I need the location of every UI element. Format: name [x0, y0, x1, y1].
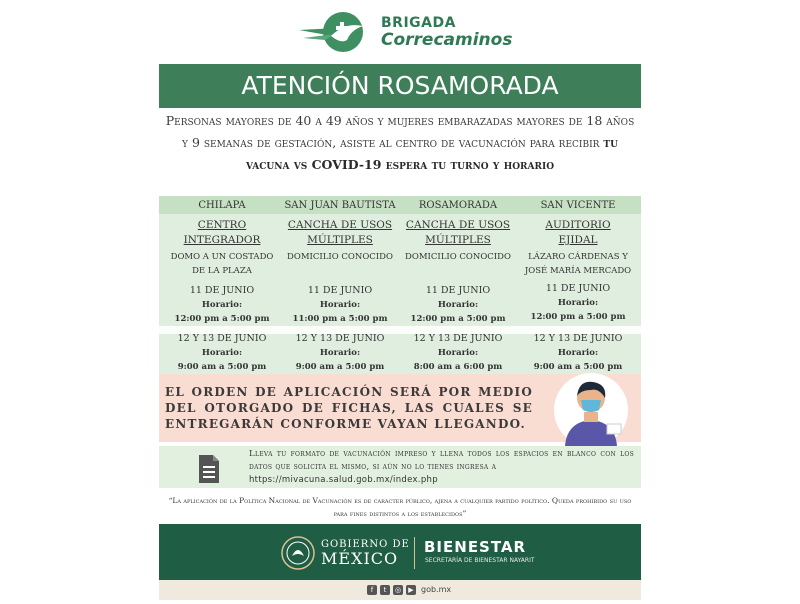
footer-logos	[159, 524, 641, 580]
slot-date: 12 Y 13 DE JUNIO	[295, 333, 385, 344]
location-venue: CENTRO INTEGRADOR	[183, 219, 261, 246]
slot-time: 11:00 pm a 5:00 pm	[292, 314, 388, 324]
slot-date: 11 DE JUNIO	[425, 285, 491, 296]
slot-label: Horario:	[437, 300, 479, 310]
slot-label: Horario:	[319, 348, 361, 358]
location-name: CHILAPA	[198, 200, 246, 211]
slot-date: 11 DE JUNIO	[189, 285, 255, 296]
schedule-slot-2	[165, 332, 279, 374]
location-venue: AUDITORIO EJIDAL	[545, 219, 611, 246]
schedule-slot-1	[521, 282, 635, 324]
slot-label: Horario:	[201, 300, 243, 310]
location-rosamorada	[401, 196, 515, 264]
slot-time: 12:00 pm a 5:00 pm	[410, 314, 506, 324]
schedule-slot-1	[283, 284, 397, 326]
schedule-grid	[159, 196, 641, 374]
slot-date: 12 Y 13 DE JUNIO	[533, 333, 623, 344]
slot-time: 9:00 am a 5:00 pm	[533, 362, 623, 372]
location-venue: CANCHA DE USOS MÚLTIPLES	[287, 219, 393, 246]
social-bar	[159, 580, 641, 600]
mexico-seal-icon	[281, 536, 315, 570]
format-instructions	[159, 446, 641, 488]
page-title: ATENCIÓN ROSAMORADA	[159, 64, 641, 108]
location-san-vicente	[521, 196, 635, 278]
location-name: SAN JUAN BAUTISTA	[284, 200, 396, 211]
slot-date: 12 Y 13 DE JUNIO	[413, 333, 503, 344]
slot-time: 12:00 pm a 5:00 pm	[530, 312, 626, 322]
schedule-slot-2	[283, 332, 397, 374]
schedule-slot-1	[165, 284, 279, 326]
site-link[interactable]: gob.mx	[421, 585, 452, 594]
brand-name-line1: BRIGADA	[381, 15, 456, 31]
slot-time: 9:00 am a 5:00 pm	[177, 362, 267, 372]
slot-label: Horario:	[557, 348, 599, 358]
notice-text: EL ORDEN DE APLICACIÓN SERÁ POR MEDIO DEL OTORGADO DE FICHAS, LAS CUALES SE ENTREGARÁN CONFORME VAYAN LLEGANDO.	[165, 385, 533, 431]
masked-person-icon	[551, 372, 631, 448]
youtube-icon[interactable]: ▶	[406, 585, 416, 595]
instagram-icon[interactable]: ◎	[394, 586, 402, 594]
logo-separator	[414, 537, 415, 569]
location-name: ROSAMORADA	[418, 200, 498, 211]
slot-date: 11 DE JUNIO	[307, 285, 373, 296]
location-address: DOMICILIO CONOCIDO	[405, 252, 511, 262]
vaccine-registration-link[interactable]: https://mivacuna.salud.gob.mx/index.php	[249, 475, 438, 485]
schedule-slot-1	[401, 284, 515, 326]
location-address: DOMO A UN COSTADO DE LA PLAZA	[170, 252, 274, 276]
brand-name-line2: Correcaminos	[381, 30, 513, 50]
slot-label: Horario:	[557, 298, 599, 308]
slot-label: Horario:	[319, 300, 361, 310]
location-chilapa	[165, 196, 279, 278]
slot-date: 11 DE JUNIO	[545, 283, 611, 294]
twitter-icon[interactable]: t	[380, 585, 390, 595]
slot-time: 8:00 am a 6:00 pm	[413, 362, 503, 372]
social-icons	[367, 585, 419, 604]
format-instructions-text: Lleva tu formato de vacunación impreso y llena todos los espacios en blanco con los datos que solicita el mismo, si aún no lo tienes ingresa a	[249, 449, 634, 472]
slot-time: 9:00 am a 5:00 pm	[295, 362, 385, 372]
facebook-icon[interactable]: f	[367, 585, 377, 595]
bienestar-subtitle: SECRETARÍA DE BIENESTAR NAYARIT	[425, 557, 535, 564]
gobierno-line1: GOBIERNO DE	[321, 539, 410, 550]
slot-label: Horario:	[437, 348, 479, 358]
roadrunner-cross-icon	[297, 8, 375, 56]
location-address: LÁZARO CÁRDENAS Y JOSÉ MARÍA MERCADO	[524, 252, 632, 276]
schedule-slot-2	[401, 332, 515, 374]
document-icon	[197, 454, 221, 484]
intro-part1: Personas mayores de 40 a 49 años y mujeres embarazadas mayores de 18 años y 9 semanas de gestación, asiste al centro de vacunación para recibir	[165, 113, 635, 150]
order-notice	[159, 374, 641, 442]
location-address: DOMICILIO CONOCIDO	[287, 252, 393, 262]
brand-logo	[297, 8, 517, 58]
schedule-slot-2	[521, 332, 635, 374]
gobierno-line2: MÉXICO	[321, 549, 399, 568]
poster	[159, 0, 641, 600]
legal-disclaimer: “La aplicación de la Política Nacional de Vacunación es de carácter público, ajena a cualquier partido político. Queda prohibido su uso para fines distintos a los establecidos”	[168, 496, 632, 518]
slot-time: 12:00 pm a 5:00 pm	[174, 314, 270, 324]
intro-text	[165, 110, 635, 176]
bienestar-logo: BIENESTAR	[424, 538, 527, 556]
location-name: SAN VICENTE	[540, 200, 616, 211]
location-san-juan-bautista	[283, 196, 397, 264]
intro-part2: tu vacuna vs COVID-19 espera tu turno y horario	[245, 135, 618, 172]
slot-date: 12 Y 13 DE JUNIO	[177, 333, 267, 344]
format-text	[249, 448, 634, 487]
slot-label: Horario:	[201, 348, 243, 358]
location-venue: CANCHA DE USOS MÚLTIPLES	[405, 219, 511, 246]
